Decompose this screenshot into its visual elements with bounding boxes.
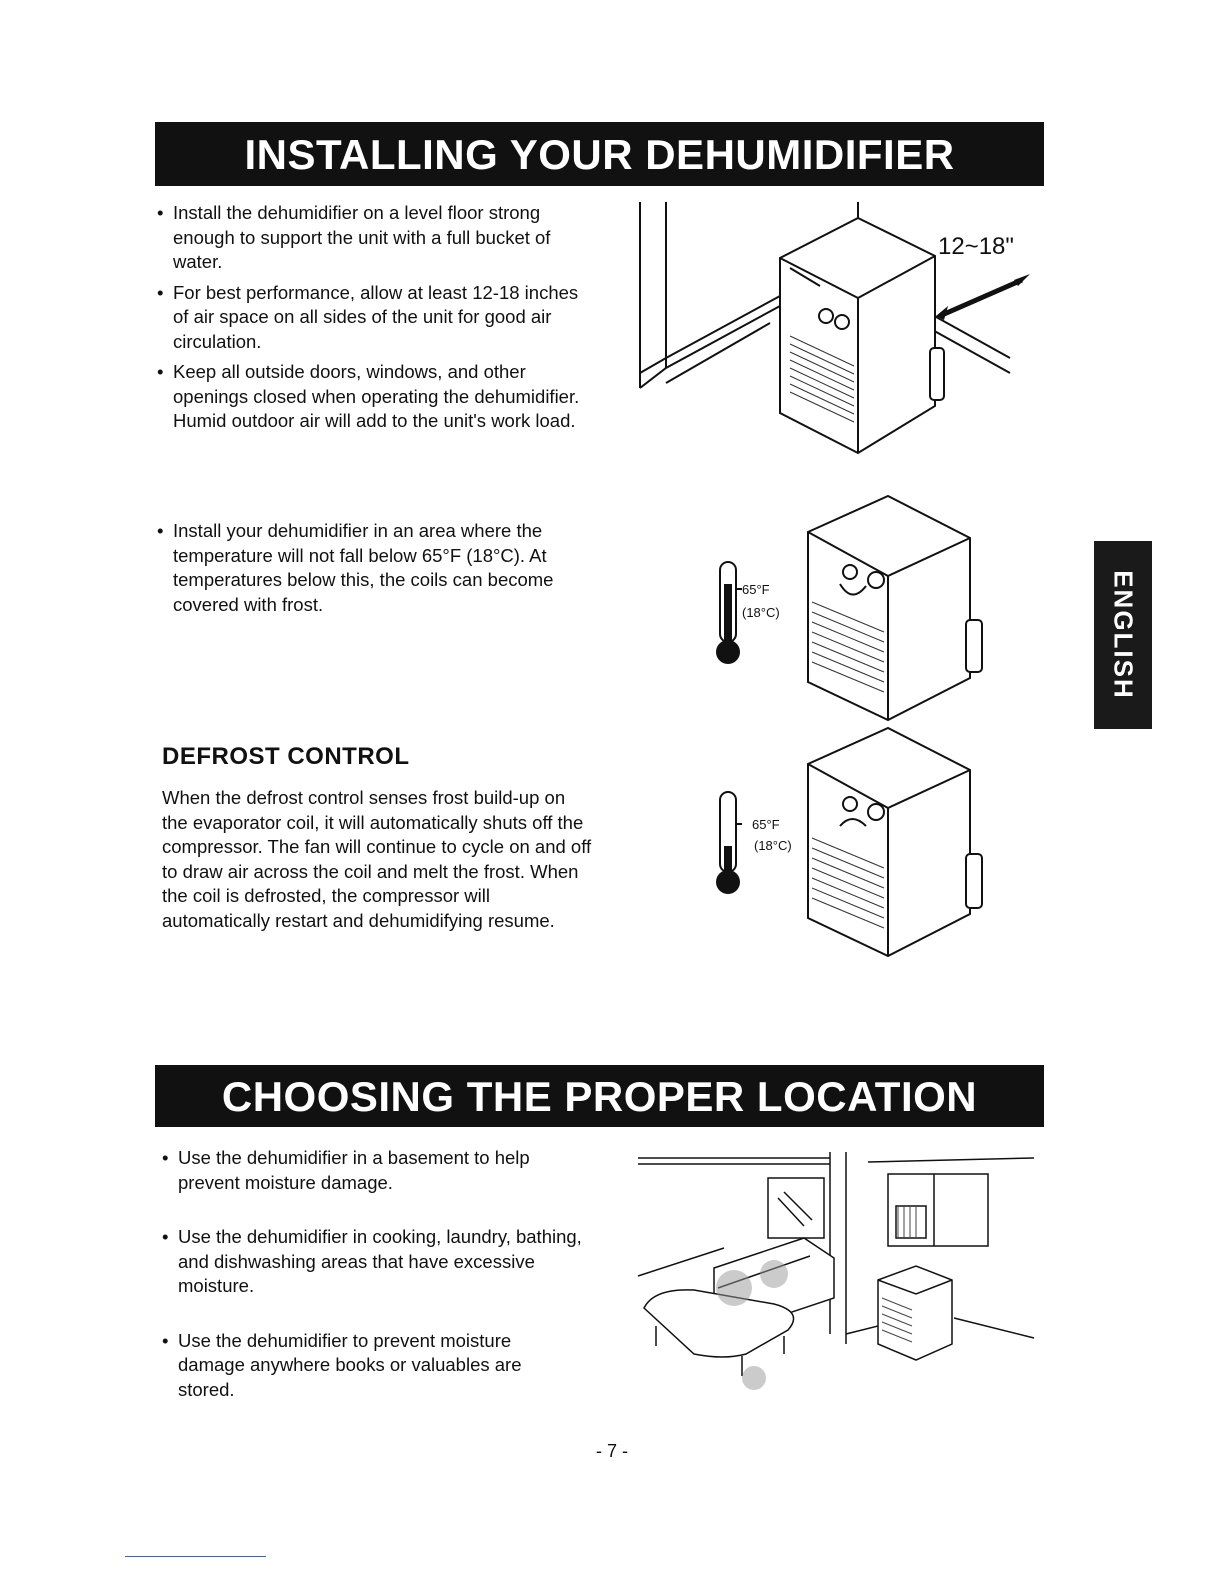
corner-clearance-illustration xyxy=(630,198,1050,458)
temperature-f-label: 65°F xyxy=(752,817,780,832)
list-item: • Use the dehumidifier in a basement to help prevent moisture damage. xyxy=(162,1146,582,1195)
language-side-tab xyxy=(1094,541,1152,729)
defrost-heading: DEFROST CONTROL xyxy=(162,743,410,770)
footer-divider xyxy=(125,1556,266,1557)
temperature-c-label: (18°C) xyxy=(742,605,780,620)
list-item: • Use the dehumidifier to prevent moisture damage anywhere books or valuables are stored. xyxy=(162,1329,582,1403)
list-item: • Install the dehumidifier on a level floor strong enough to support the unit with a full bucket of water. xyxy=(157,201,597,275)
clearance-label: 12~18" xyxy=(938,233,1014,260)
thermometer-icon xyxy=(716,792,742,894)
installing-bullet-list xyxy=(157,201,597,440)
location-bullet-list xyxy=(162,1146,582,1432)
temperature-c-label: (18°C) xyxy=(754,838,792,853)
section-title-location: CHOOSING THE PROPER LOCATION xyxy=(155,1065,1044,1127)
temperature-bullet-list xyxy=(157,519,597,617)
list-item: • Use the dehumidifier in cooking, laundry, bathing, and dishwashing areas that have excessive moisture. xyxy=(162,1225,582,1299)
page-number: - 7 - xyxy=(595,1441,628,1461)
section-title-installing: INSTALLING YOUR DEHUMIDIFIER xyxy=(155,122,1044,186)
list-item: • For best performance, allow at least 12-18 inches of air space on all sides of the unit for good air circulation. xyxy=(157,281,597,355)
defrost-paragraph: When the defrost control senses frost build-up on the evaporator coil, it will automatically shuts off the compressor. The fan will continue to cycle on and off to draw air across the coil and melt the frost. When the coil is defrosted, the compressor will automatically restart and dehumidifying resume. xyxy=(162,787,592,931)
list-item: • Keep all outside doors, windows, and other openings closed when operating the dehumidifier. Humid outdoor air will add to the unit's work load. xyxy=(157,360,597,434)
language-label: ENGLISH xyxy=(1108,570,1139,700)
temperature-f-label: 65°F xyxy=(742,582,770,597)
list-item: • Install your dehumidifier in an area where the temperature will not fall below 65°F (18°C). At temperatures below this, the coils can become covered with frost. xyxy=(157,519,597,617)
thermometer-icon xyxy=(716,562,742,664)
thermometer-sad-unit-illustration xyxy=(700,722,1000,960)
room-scene-illustration xyxy=(634,1148,1038,1410)
thermometer-happy-unit-illustration xyxy=(700,492,1000,722)
